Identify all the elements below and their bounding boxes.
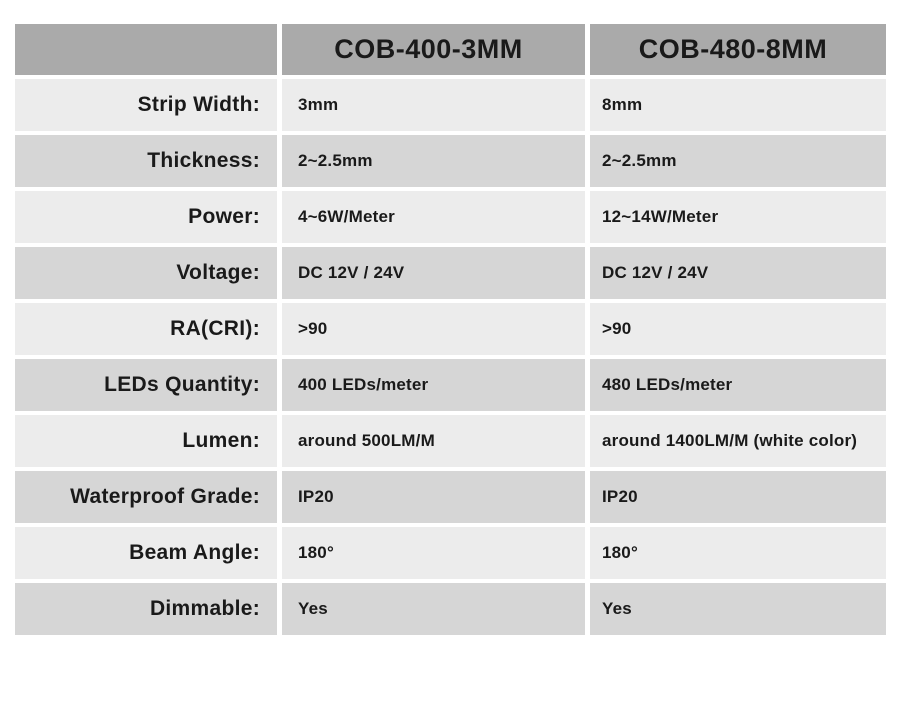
row-label-beam-angle: Beam Angle: <box>15 527 277 579</box>
value-cob-480-waterproof-grade: IP20 <box>590 471 886 523</box>
row-label-strip-width: Strip Width: <box>15 79 277 131</box>
header-cob-400-3mm: COB-400-3MM <box>282 24 585 75</box>
row-label-ra-cri: RA(CRI): <box>15 303 277 355</box>
row-label-dimmable: Dimmable: <box>15 583 277 635</box>
value-cob-480-ra-cri: >90 <box>590 303 886 355</box>
value-cob-400-ra-cri: >90 <box>282 303 585 355</box>
row-label-thickness: Thickness: <box>15 135 277 187</box>
row-label-power: Power: <box>15 191 277 243</box>
value-cob-480-strip-width: 8mm <box>590 79 886 131</box>
value-cob-400-voltage: DC 12V / 24V <box>282 247 585 299</box>
value-cob-400-dimmable: Yes <box>282 583 585 635</box>
value-cob-400-waterproof-grade: IP20 <box>282 471 585 523</box>
value-cob-480-lumen: around 1400LM/M (white color) <box>590 415 886 467</box>
row-label-lumen: Lumen: <box>15 415 277 467</box>
value-cob-480-voltage: DC 12V / 24V <box>590 247 886 299</box>
value-cob-400-leds-quantity: 400 LEDs/meter <box>282 359 585 411</box>
value-cob-400-power: 4~6W/Meter <box>282 191 585 243</box>
row-label-voltage: Voltage: <box>15 247 277 299</box>
value-cob-400-lumen: around 500LM/M <box>282 415 585 467</box>
value-cob-480-thickness: 2~2.5mm <box>590 135 886 187</box>
header-cob-480-8mm: COB-480-8MM <box>590 24 886 75</box>
row-label-waterproof-grade: Waterproof Grade: <box>15 471 277 523</box>
value-cob-400-thickness: 2~2.5mm <box>282 135 585 187</box>
spec-table <box>15 24 886 635</box>
value-cob-480-beam-angle: 180° <box>590 527 886 579</box>
value-cob-480-leds-quantity: 480 LEDs/meter <box>590 359 886 411</box>
value-cob-480-dimmable: Yes <box>590 583 886 635</box>
row-label-leds-quantity: LEDs Quantity: <box>15 359 277 411</box>
value-cob-480-power: 12~14W/Meter <box>590 191 886 243</box>
header-blank-cell <box>15 24 277 75</box>
value-cob-400-strip-width: 3mm <box>282 79 585 131</box>
value-cob-400-beam-angle: 180° <box>282 527 585 579</box>
